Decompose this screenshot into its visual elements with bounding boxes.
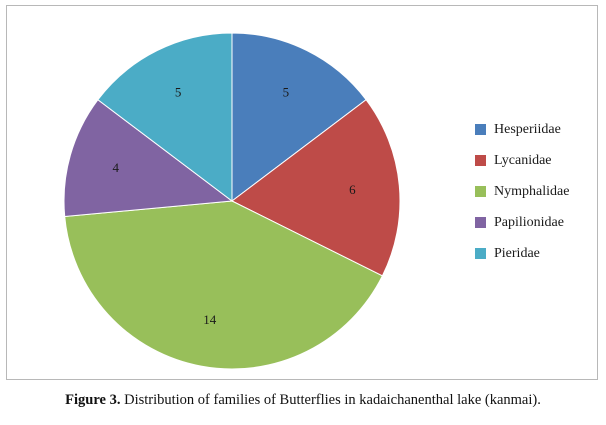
pie-data-label: 14 [203,311,217,327]
pie-svg [62,31,402,371]
pie-slice-group [64,33,400,369]
legend-label: Nymphalidae [494,183,570,199]
pie-data-label: 4 [112,159,119,175]
pie-data-label: 6 [349,181,356,197]
legend-item [475,145,593,176]
legend-swatch-icon [475,186,486,197]
legend-label: Papilionidae [494,214,564,230]
pie-data-label: 5 [174,84,182,100]
legend-swatch-icon [475,248,486,259]
figure-caption [0,392,606,409]
legend-item [475,176,593,207]
caption-text: Distribution of families of Butterflies in kadaichanenthal lake (kanmai). [120,392,541,408]
legend-label: Hesperiidae [494,121,561,137]
chart-frame [6,5,598,380]
pie-data-label: 5 [282,84,290,100]
caption-label: Figure 3. [65,392,121,408]
pie-chart [62,31,402,371]
legend-item [475,238,593,269]
legend-label: Lycanidae [494,152,552,168]
legend-swatch-icon [475,155,486,166]
legend-swatch-icon [475,124,486,135]
legend-item [475,207,593,238]
legend-swatch-icon [475,217,486,228]
legend-label: Pieridae [494,245,540,261]
chart-legend [475,114,593,269]
legend-item [475,114,593,145]
